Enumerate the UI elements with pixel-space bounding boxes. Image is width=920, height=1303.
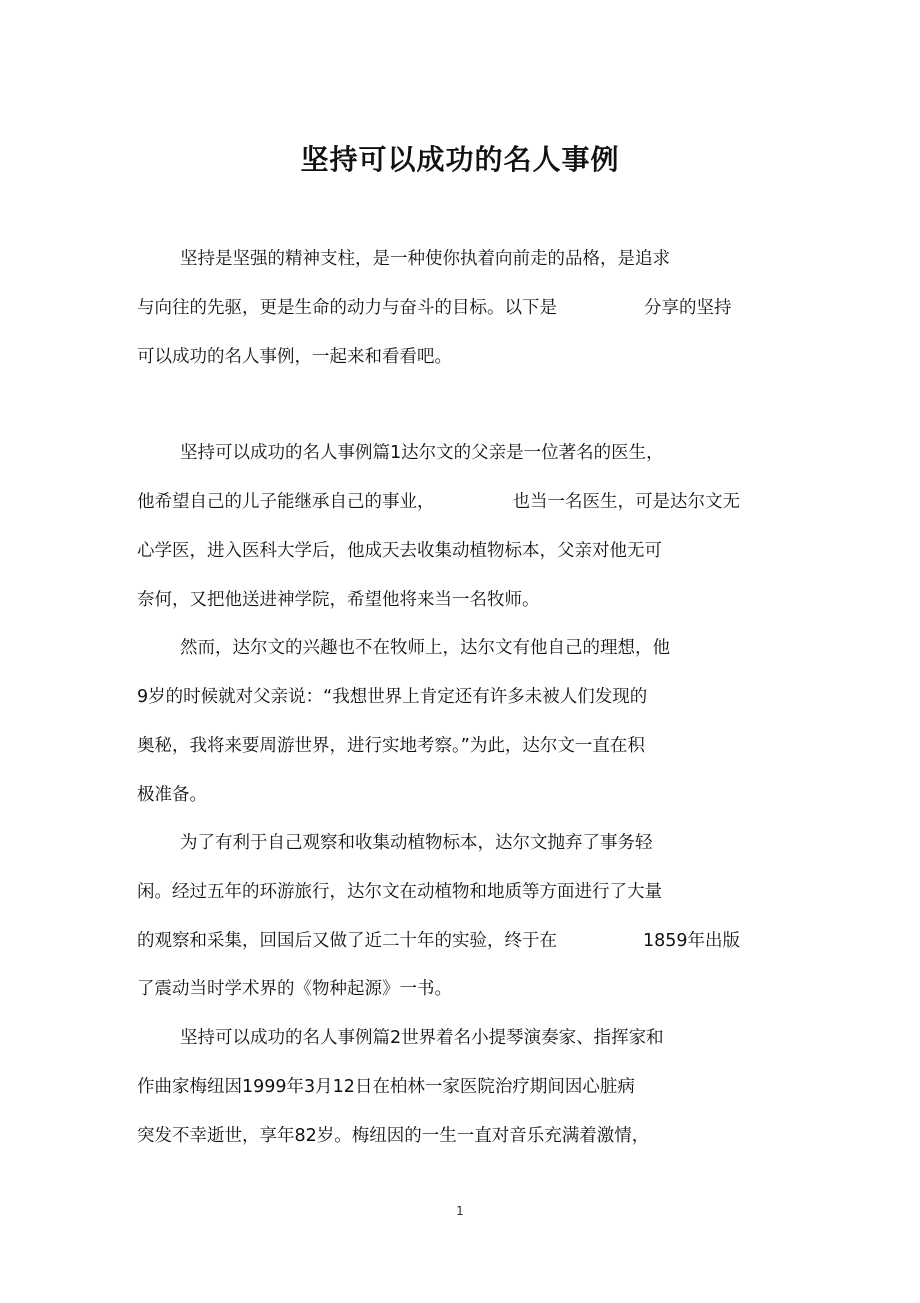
paragraph-1-line-2 xyxy=(137,296,732,320)
paragraph-2-line-1: 坚持可以成功的名人事例篇1达尔文的父亲是一位著名的医生， xyxy=(180,443,664,463)
document-title: 坚持可以成功的名人事例 xyxy=(300,143,620,176)
paragraph-2-line-2-part-b: 也当一名医生，可是达尔文无 xyxy=(512,492,740,512)
paragraph-4-line-3-part-b: 1859年出版 xyxy=(643,931,741,951)
paragraph-1-line-3: 可以成功的名人事例，一起来和看看吧。 xyxy=(137,347,452,367)
paragraph-4-line-4: 了震动当时学术界的《物种起源》一书。 xyxy=(137,979,452,999)
paragraph-3-line-3: 奥秘，我将来要周游世界，进行实地考察。”为此，达尔文一直在积 xyxy=(137,736,645,756)
paragraph-2-line-2 xyxy=(137,490,740,514)
paragraph-2-line-4: 奈何，又把他送进神学院，希望他将来当一名牧师。 xyxy=(137,590,540,610)
paragraph-2-line-2-part-a: 他希望自己的儿子能继承自己的事业， xyxy=(137,492,435,512)
paragraph-4-line-2: 闲。经过五年的环游旅行，达尔文在动植物和地质等方面进行了大量 xyxy=(137,882,662,902)
paragraph-1-line-1: 坚持是坚强的精神支柱，是一种使你执着向前走的品格，是追求 xyxy=(180,249,670,269)
paragraph-1-line-2-part-b: 分享的坚持 xyxy=(644,298,732,318)
paragraph-5-line-1: 坚持可以成功的名人事例篇2世界着名小提琴演奏家、指挥家和 xyxy=(180,1028,664,1048)
page-number: 1 xyxy=(456,1204,464,1218)
paragraph-3-line-1: 然而，达尔文的兴趣也不在牧师上，达尔文有他自己的理想，他 xyxy=(180,638,670,658)
paragraph-4-line-1: 为了有利于自己观察和收集动植物标本，达尔文抛弃了事务轻 xyxy=(180,833,653,853)
paragraph-4-line-3 xyxy=(137,929,740,953)
paragraph-5-line-3: 突发不幸逝世，享年82岁。梅纽因的一生一直对音乐充满着激情， xyxy=(137,1126,650,1146)
paragraph-5-line-2: 作曲家梅纽因1999年3月12日在柏林一家医院治疗期间因心脏病 xyxy=(137,1077,635,1097)
paragraph-4-line-3-part-a: 的观察和采集，回国后又做了近二十年的实验，终于在 xyxy=(137,931,557,951)
paragraph-1-line-2-part-a: 与向往的先驱，更是生命的动力与奋斗的目标。以下是 xyxy=(137,298,557,318)
paragraph-3-line-4: 极准备。 xyxy=(137,785,207,805)
paragraph-3-line-2: 9岁的时候就对父亲说：“我想世界上肯定还有许多未被人们发现的 xyxy=(137,687,648,707)
paragraph-2-line-3: 心学医，进入医科大学后，他成天去收集动植物标本，父亲对他无可 xyxy=(137,541,662,561)
